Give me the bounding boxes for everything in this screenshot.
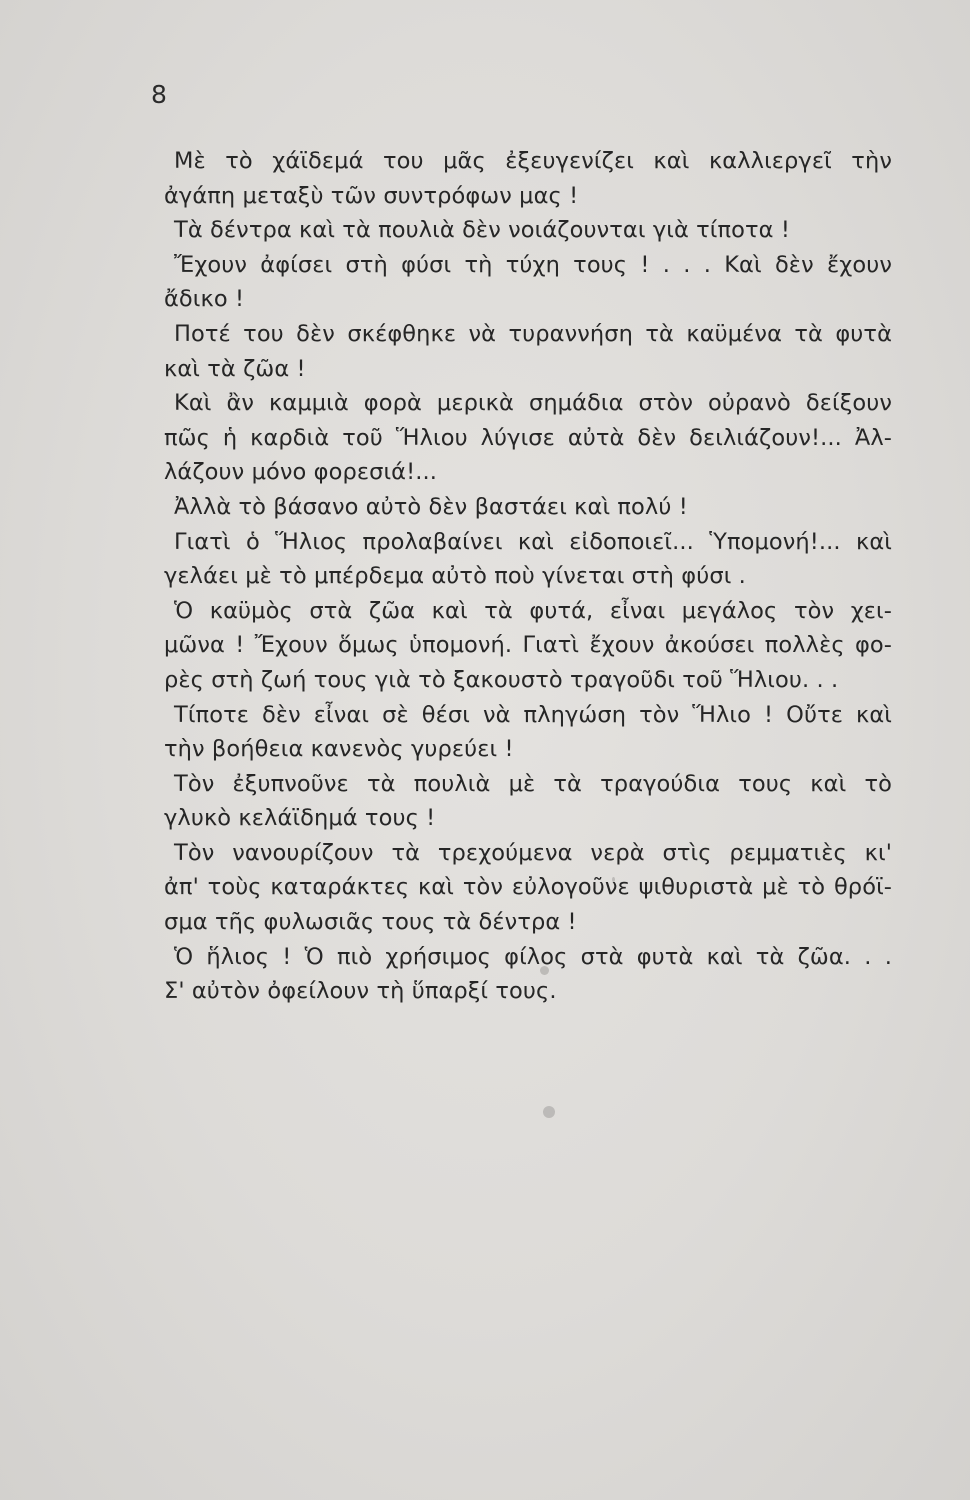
text-line: Ποτέ του δὲν σκέφθηκε νὰ τυραννήση τὰ καϋμένα τὰ φυτὰ — [174, 320, 892, 347]
text-line: καὶ τὰ ζῶα ! — [164, 355, 306, 382]
text-line: σμα τῆς φυλωσιᾶς τους τὰ δέντρα ! — [164, 909, 577, 936]
page-number: 8 — [151, 80, 167, 109]
text-line: Ὁ καϋμὸς στὰ ζῶα καὶ τὰ φυτά, εἶναι μεγάλος τὸν χει- — [174, 597, 892, 624]
text-line: Ἔχουν ἀφίσει στὴ φύσι τὴ τύχη τους ! . . . Καὶ δὲν ἔχουν — [174, 251, 892, 278]
text-line: ἄδικο ! — [164, 286, 245, 313]
paper-speck — [543, 1106, 555, 1118]
text-line: Σ' αὐτὸν ὀφείλουν τὴ ὕπαρξί τους. — [164, 978, 557, 1005]
text-line: Τίποτε δὲν εἶναι σὲ θέσι νὰ πληγώση τὸν Ἥλιο ! Οὔτε καὶ — [174, 701, 892, 728]
text-line: λάζουν μόνο φορεσιά!... — [164, 459, 437, 486]
text-line: γελάει μὲ τὸ μπέρδεμα αὐτὸ ποὺ γίνεται στὴ φύσι . — [164, 563, 746, 590]
text-line: ἀπ' τοὺς καταράκτες καὶ τὸν εὐλογοῦνε ψιθυριστὰ μὲ τὸ θρόϊ- — [164, 874, 892, 901]
text-line: Τὸν ἐξυπνοῦνε τὰ πουλιὰ μὲ τὰ τραγούδια τους καὶ τὸ — [174, 770, 892, 797]
text-line: γλυκὸ κελάϊδημά τους ! — [164, 805, 436, 832]
text-line: Καὶ ἂν καμμιὰ φορὰ μερικὰ σημάδια στὸν οὐρανὸ δείξουν — [174, 390, 892, 417]
text-line: ἀγάπη μεταξὺ τῶν συντρόφων μας ! — [164, 182, 579, 209]
text-line: μῶνα ! Ἔχουν ὅμως ὑπομονή. Γιατὶ ἔχουν ἀκούσει πολλὲς φο- — [164, 632, 892, 659]
text-line: πῶς ἡ καρδιὰ τοῦ Ἥλιου λύγισε αὐτὰ δὲν δειλιάζουν!... Ἀλ- — [164, 424, 892, 451]
text-line: Τὸν νανουρίζουν τὰ τρεχούμενα νερὰ στὶς ρεμματιὲς κι' — [174, 839, 892, 866]
bleed-through-text — [150, 940, 890, 1500]
text-line: Τὰ δέντρα καὶ τὰ πουλιὰ δὲν νοιάζουνται γιὰ τίποτα ! — [174, 217, 790, 244]
text-line: Ἀλλὰ τὸ βάσανο αὐτὸ δὲν βαστάει καὶ πολύ ! — [174, 493, 688, 520]
text-line: Ὁ ἥλιος ! Ὁ πιὸ χρήσιμος φίλος στὰ φυτὰ καὶ τὰ ζῶα. . . — [174, 943, 892, 970]
body-text — [164, 144, 892, 1009]
text-line: Γιατὶ ὁ Ἥλιος προλαβαίνει καὶ εἰδοποιεῖ... Ὑπομονή!... καὶ — [174, 528, 892, 555]
text-line: τὴν βοήθεια κανενὸς γυρεύει ! — [164, 736, 514, 763]
text-line: Μὲ τὸ χάϊδεμά του μᾶς ἐξευγενίζει καὶ καλλιεργεῖ τὴν — [174, 148, 892, 174]
text-line: ρὲς στὴ ζωή τους γιὰ τὸ ξακουστὸ τραγοῦδι τοῦ Ἥλιου. . . — [164, 666, 839, 693]
